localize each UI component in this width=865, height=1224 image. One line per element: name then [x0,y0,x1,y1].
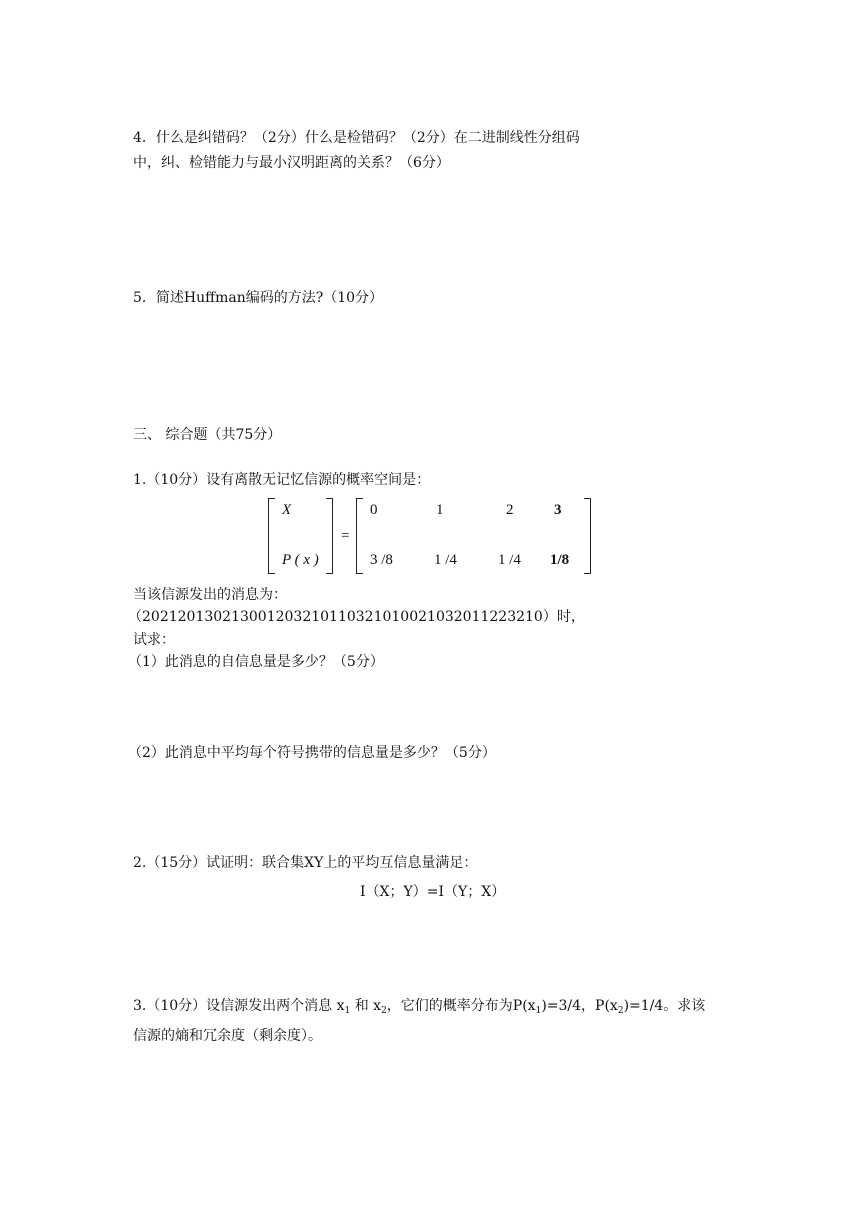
matrix-probability: 1/8 [550,552,570,568]
mutual-information-formula: I（X；Y）=I（Y；X） [360,884,506,900]
matrix-px-label: P ( x ) [282,552,319,568]
question-4-line-1: 4．什么是纠错码？（2分）什么是检错码？（2分）在二进制线性分组码 [133,130,580,146]
message-intro: 当该信源发出的消息为： [133,587,287,603]
matrix-probability: 1 /4 [434,552,457,568]
matrix-equals-sign: = [341,528,350,544]
sub-question-2: （2）此消息中平均每个符号携带的信息量是多少？（5分） [128,745,496,761]
matrix-probability: 1 /4 [498,552,521,568]
sub-question-1: （1）此消息的自信息量是多少？（5分） [128,654,384,670]
left-matrix-open-bracket [268,498,275,574]
problem-3-line-1: 3.（10分）设信源发出两个消息 $x_1$ 和 $x_2$，它们的概率分布为$P(x_1)=3/4$，$P(x_2)=1/4$。求该 [133,998,706,1016]
question-4-line-2: 中，纠、检错能力与最小汉明距离的关系？（6分） [133,155,450,171]
ask-label: 试求： [133,632,175,648]
message-sequence: （202120130213001203210110321010021032011223210）时， [128,609,585,625]
problem-3-line-2: 信源的熵和冗余度（剩余度）。 [133,1028,322,1044]
matrix-probability: 3 /8 [370,552,393,568]
problem-2-heading: 2.（15分）试证明：联合集XY上的平均互信息量满足： [133,855,478,871]
question-5: 5．简述Huffman编码的方法?（10分） [133,290,384,306]
matrix-symbol: 1 [436,502,444,518]
problem-1-heading: 1.（10分）设有离散无记忆信源的概率空间是： [133,472,431,488]
section-3-heading: 三、 综合题（共75分） [133,427,282,443]
right-matrix-open-bracket [356,498,363,574]
left-matrix-close-bracket [326,498,333,574]
probability-space-matrix [268,498,598,576]
matrix-x-label: X [282,502,292,518]
matrix-symbol: 3 [554,502,562,518]
matrix-symbol: 0 [370,502,378,518]
right-matrix-close-bracket [584,498,591,574]
matrix-symbol: 2 [506,502,514,518]
